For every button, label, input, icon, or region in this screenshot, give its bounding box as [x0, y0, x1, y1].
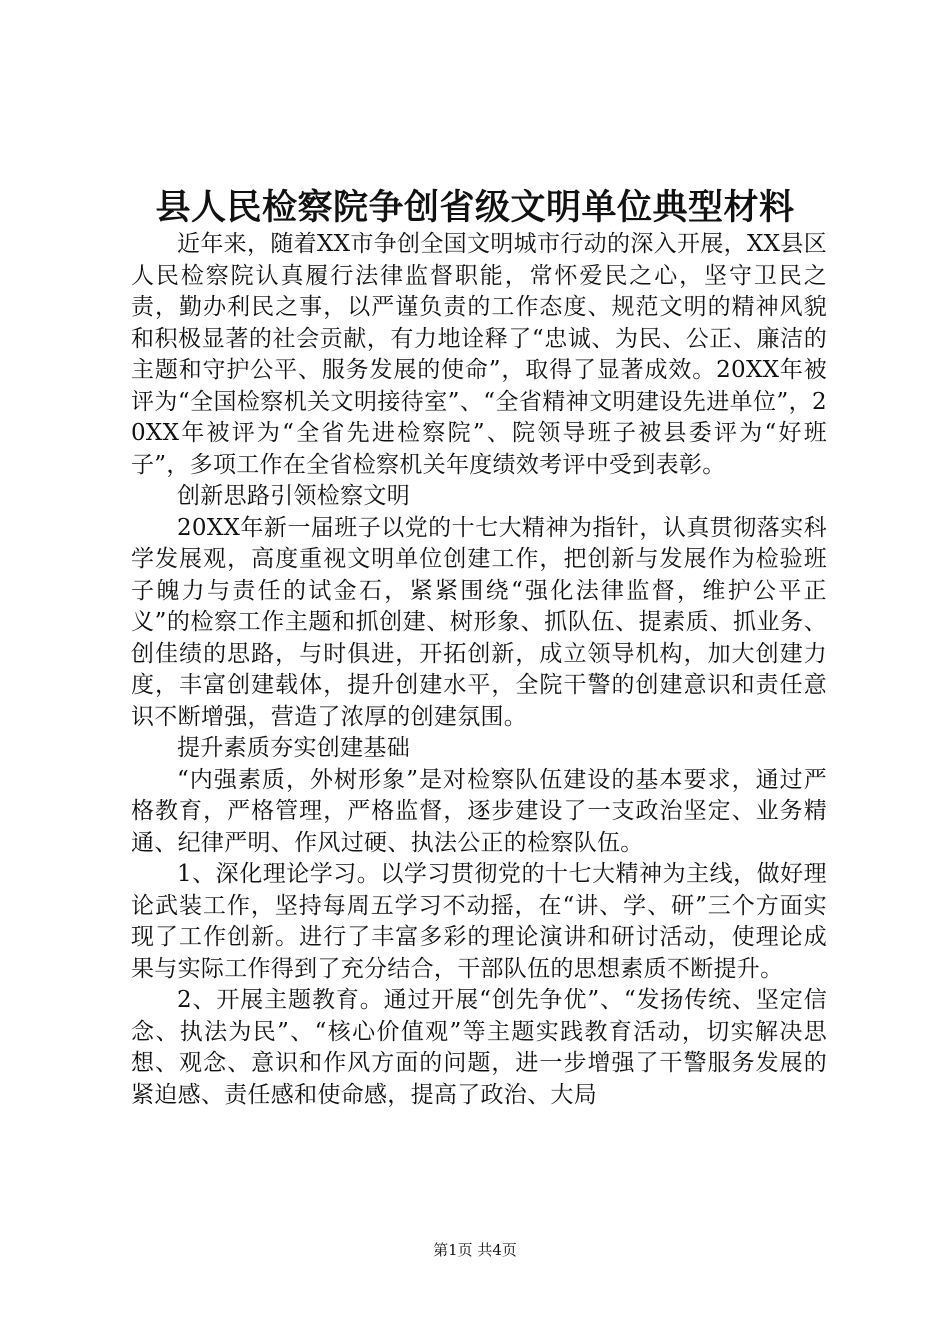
paragraph-innovation: 20XX年新一届班子以党的十七大精神为指针，认真贯彻落实科学发展观，高度重视文明单位创建工作，把创新与发展作为检验班子魄力与责任的试金石，紧紧围绕“强化法律监督，维护公平正义”的检察工作主题和抓创建、树形象、抓队伍、提素质、抓业务、创佳绩的思路，与时俱进，开拓创新，成立领导机构，加大创建力度，丰富创建载体，提升创建水平，全院干警的创建意识和责任意识不断增强，营造了浓厚的创建氛围。	[131, 514, 827, 730]
section-heading-innovation: 创新思路引领检察文明	[177, 483, 410, 509]
document-body	[131, 229, 827, 1111]
paragraph-theory-study: 1、深化理论学习。以学习贯彻党的十七大精神为主线，做好理论武装工作，坚持每周五学习不动摇，在“讲、学、研”三个方面实现了工作创新。进行了丰富多彩的理论演讲和研讨活动，使理论成果与实际工作得到了充分结合，干部队伍的思想素质不断提升。	[131, 861, 827, 982]
paragraph-intro: 近年来，随着XX市争创全国文明城市行动的深入开展，XX县区人民检察院认真履行法律监督职能，常怀爱民之心，坚守卫民之责，勤办利民之事，以严谨负责的工作态度、规范文明的精神风貌和积极显著的社会贡献，有力地诠释了“忠诚、为民、公正、廉洁的主题和守护公平、服务发展的使命”，取得了显著成效。20XX年被评为“全国检察机关文明接待室”、“全省精神文明建设先进单位”，20XX年被评为“全省先进检察院”、院领导班子被县委评为“好班子”，多项工作在全省检察机关年度绩效考评中受到表彰。	[131, 231, 827, 478]
section-heading-quality: 提升素质夯实创建基础	[177, 735, 410, 761]
document-title: 县人民检察院争创省级文明单位典型材料	[155, 188, 795, 228]
paragraph-theme-education: 2、开展主题教育。通过开展“创先争优”、“发扬传统、坚定信念、执法为民”、“核心价值观”等主题实践教育活动，切实解决思想、观念、意识和作风方面的问题，进一步增强了干警服务发展的紧迫感、责任感和使命感，提高了政治、大局	[131, 987, 827, 1108]
page-number-footer: 第1页 共4页	[433, 1241, 517, 1259]
paragraph-quality: “内强素质，外树形象”是对检察队伍建设的基本要求，通过严格教育，严格管理，严格监督，逐步建设了一支政治坚定、业务精通、纪律严明、作风过硬、执法公正的检察队伍。	[131, 766, 827, 856]
